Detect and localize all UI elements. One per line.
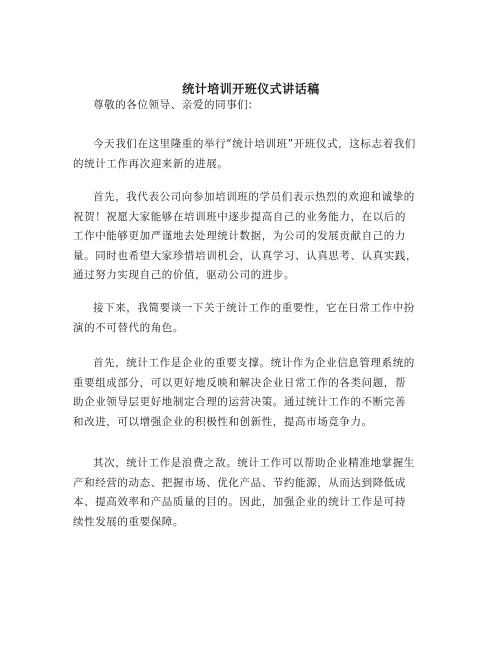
text-line: 祝贺！祝愿大家能够在培训班中逐步提高自己的业务能力，在以后的 [73,210,406,223]
salutation-paragraph [73,96,443,116]
text-line: 接下来，我简要谈一下关于统计工作的重要性，它在日常工作中扮 [93,302,415,314]
text-line: 量。同时也希望大家珍惜培训机会，认真学习、认真思考、认真实践， [73,249,418,262]
text-line: 尊敬的各位领导、亲爱的同事们: [93,99,253,111]
text-line: 本、提高效率和产品质量的目的。因此，加强企业的统计工作是可持 [73,496,406,508]
first-point-paragraph [73,354,443,432]
text-line: 工作中能够更加严谨地去处理统计数据，为公司的发展贡献自己的力 [73,230,406,242]
text-line: 首先，我代表公司向参加培训班的学员们表示热烈的欢迎和诚挚的 [93,191,415,203]
text-line: 今天我们在这里隆重的举行“统计培训班”开班仪式，这标志着我们 [93,138,416,150]
text-line: 和改进，可以增强企业的积极性和创新性，提高市场竞争力。 [73,415,373,428]
text-line: 其次，统计工作是浪费之敌。统计工作可以帮助企业精准地掌握生 [93,457,415,469]
text-line: 的统计工作再次迎来新的进展。 [73,157,229,170]
text-line: 演的不可替代的角色。 [73,321,184,334]
text-line: 助企业领导层更好地制定合理的运营决策。通过统计工作的不断完善 [73,396,406,408]
importance-intro-paragraph [73,299,443,338]
document-title: 统计培训开班仪式讲话稿 [182,82,320,96]
text-line: 续性发展的重要保障。 [73,515,184,528]
text-line: 重要组成部分，可以更好地反映和解决企业日常工作的各类问题，帮 [73,376,406,389]
welcome-paragraph [73,188,443,286]
text-line: 首先，统计工作是企业的重要支撑。统计作为企业信息管理系统的 [93,357,415,369]
opening-paragraph [73,135,443,174]
text-line: 通过努力实现自己的价值，驱动公司的进步。 [73,269,295,281]
text-line: 产和经营的动态、把握市场、优化产品、节约能源，从而达到降低成 [73,476,406,489]
second-point-paragraph [73,454,443,532]
